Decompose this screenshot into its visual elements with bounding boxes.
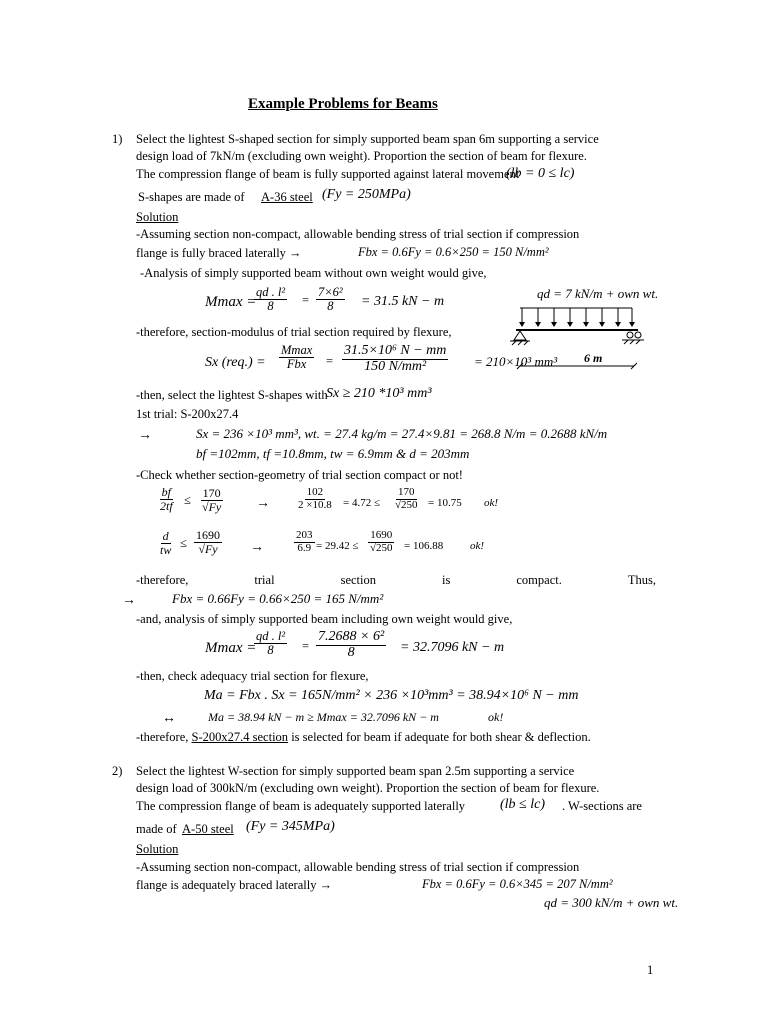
eq2-lhs: Sx (req.) = — [205, 355, 266, 370]
problem-2-line-2: design load of 300kN/m (excluding own weight). Proportion the section of beam for flexure. — [136, 781, 600, 795]
eq1-denominator-2: 8 — [327, 299, 334, 314]
solution-line-4: -therefore, section-modulus of trial section required by flexure, — [136, 325, 452, 339]
eq2-denominator-1: Fbx — [286, 357, 307, 372]
section-properties-1: Sx = 236 ×10³ mm³, wt. = 27.4 kg/m = 27.4×9.81 = 268.8 N/m = 0.2688 kN/m — [196, 426, 608, 441]
roller-support-1 — [627, 332, 633, 338]
solution-line-9: -and, analysis of simply supported beam including own weight would give, — [136, 612, 513, 626]
problem-1-line-4: S-shapes are made of — [138, 190, 245, 204]
check1-le: ≤ — [184, 493, 191, 507]
eq1-equals: = — [302, 293, 310, 307]
allowable-stress-eq: Fbx = 0.6Fy = 0.6×250 = 150 N/mm² — [358, 245, 549, 259]
eq1-denominator-1: 8 — [267, 299, 274, 314]
check2-fraction-d: $\frac{1690}{√250}$ — [370, 529, 393, 554]
eq3-rhs: = 32.7096 kN − m — [400, 640, 505, 655]
eq3-equals: = — [302, 639, 310, 653]
eq2-fraction-2 — [342, 344, 448, 374]
allowable-stress-eq-2: Fbx = 0.6Fy = 0.6×345 = 207 N/mm² — [422, 877, 613, 891]
pin-support — [514, 331, 526, 340]
steel-grade: A-36 steel — [261, 190, 313, 204]
section-properties-2: bf =102mm, tf =10.8mm, tw = 6.9mm & d = 203mm — [196, 446, 470, 461]
conclusion-line: -therefore, S-200x27.4 section is selected for beam if adequate for both shear & deflection. — [136, 730, 591, 744]
check2-fraction-b: $\frac{1690}{√Fy}$ — [196, 528, 220, 556]
load-label-2: qd = 300 kN/m + own wt. — [544, 895, 679, 910]
problem-2-line-3: The compression flange of beam is adequately supported laterally — [136, 799, 466, 813]
eq5-ok: ok! — [488, 710, 504, 724]
solution-heading-2: Solution — [136, 842, 179, 856]
arrow-right-2: → — [122, 593, 136, 608]
eq2-rhs: = 210×10³ mm³ — [474, 354, 558, 369]
check2-fraction-c: $\frac{203}{6.9}$ — [296, 529, 313, 554]
check2-result: = 106.88 — [404, 540, 444, 552]
check2-fraction-a: $\frac{d}{tw}$ — [160, 529, 172, 557]
eq1-rhs: = 31.5 kN − m — [361, 294, 445, 309]
eq1-lhs: Mmax = — [205, 294, 257, 310]
problem-2-line-1: Select the lightest W-section for simply supported beam span 2.5m supporting a service — [136, 764, 575, 778]
span-label: 6 m — [584, 351, 603, 365]
check1-result: = 10.75 — [428, 497, 462, 509]
solution-line-2: flange is fully braced laterally → — [136, 246, 302, 260]
check1-fraction-b: $\frac{170}{√Fy}$ — [202, 486, 222, 514]
problem-1-line-2: design load of 7kN/m (excluding own weight). Proportion the section of beam for flexure. — [136, 149, 587, 163]
load-label: qd = 7 kN/m + own wt. — [537, 286, 659, 301]
check1-arrow: → — [256, 496, 270, 511]
selected-section: S-200x27.4 section — [191, 730, 289, 744]
check1-fraction-d: $\frac{170}{√250}$ — [395, 486, 418, 511]
lateral-support-condition-2: (lb ≤ lc) — [500, 797, 546, 812]
eq5-comparison: Ma = 38.94 kN − m ≥ Mmax = 32.7096 kN − m — [208, 710, 439, 724]
required-section-modulus: Sx ≥ 210 *10³ mm³ — [326, 386, 432, 401]
problem-1-number: 1) — [112, 132, 123, 146]
solution-line-10: -then, check adequacy trial section for flexure, — [136, 669, 369, 683]
problem-1-line-1: Select the lightest S-shaped section for simply supported beam span 6m supporting a service — [136, 132, 599, 146]
check1-fraction-c: $\frac{102}{2 \times 10.8}$ — [298, 486, 332, 511]
eq1-numerator-2: 7×6² — [318, 285, 343, 299]
eq3-fraction-1: $\frac{\text{qd . l²}}{8}$ — [256, 629, 286, 658]
solution-line-5: -then, select the lightest S-shapes with — [136, 388, 328, 402]
eq3-lhs: Mmax = — [205, 640, 257, 656]
eq2-fraction-1 — [279, 344, 314, 371]
problem-2-line-4: made of — [136, 822, 177, 836]
problem-2-line-3b: . W-sections are — [562, 799, 642, 813]
solution-2-line-2: flange is adequately braced laterally → — [136, 878, 333, 892]
solution-heading: Solution — [136, 210, 179, 224]
check2-le: ≤ — [180, 536, 187, 550]
check1-fraction-a: $\frac{bf}{2tf}$ — [160, 485, 173, 513]
check1-ok: ok! — [484, 497, 499, 509]
page-title: Example Problems for Beams — [248, 96, 438, 112]
check1-mid: = 4.72 ≤ — [343, 497, 380, 509]
double-arrow: ↔ — [162, 711, 176, 726]
page-number: 1 — [647, 963, 654, 977]
eq2-numerator-2: 31.5×10⁶ N − mm — [344, 343, 447, 358]
eq2-denominator-2: 150 N/mm² — [364, 358, 427, 374]
eq4-moment-capacity: Ma = Fbx . Sx = 165N/mm² × 236 ×10³mm³ = 38.94×10⁶ N − mm — [204, 688, 579, 703]
solution-2-line-1: -Assuming section non-compact, allowable bending stress of trial section if compression — [136, 860, 580, 874]
solution-line-6: -Check whether section-geometry of trial section compact or not! — [136, 468, 463, 482]
check2-ok: ok! — [470, 540, 485, 552]
lateral-support-condition: (lb = 0 ≤ lc) — [506, 166, 575, 181]
solution-line-7: -therefore, trial section is compact. Thus, — [136, 573, 656, 587]
eq1-fraction-2 — [316, 286, 345, 313]
eq2-numerator-1: Mmax — [281, 343, 313, 357]
solution-line-1: -Assuming section non-compact, allowable bending stress of trial section if compression — [136, 227, 580, 241]
arrow-right: → — [138, 428, 152, 443]
problem-2-number: 2) — [112, 764, 123, 778]
eq1-fraction-1 — [254, 286, 287, 313]
check2-arrow: → — [250, 540, 264, 555]
check2-mid: = 29.42 ≤ — [316, 540, 359, 552]
roller-support-2 — [635, 332, 641, 338]
eq1-numerator-1: qd . l² — [256, 285, 286, 299]
yield-stress: (Fy = 250MPa) — [322, 187, 411, 202]
solution-line-3: -Analysis of simply supported beam without own weight would give, — [140, 266, 487, 280]
yield-stress-2: (Fy = 345MPa) — [246, 819, 335, 834]
eq2-equals: = — [326, 354, 334, 368]
allowable-stress-compact: Fbx = 0.66Fy = 0.66×250 = 165 N/mm² — [172, 591, 384, 606]
problem-1-line-3: The compression flange of beam is fully supported against lateral movement — [136, 167, 520, 181]
steel-grade-2: A-50 steel — [182, 822, 234, 836]
first-trial: 1st trial: S-200x27.4 — [136, 407, 239, 421]
eq3-fraction-2: $\frac{\text{7.2688 × 6²}}{8}$ — [318, 629, 385, 660]
